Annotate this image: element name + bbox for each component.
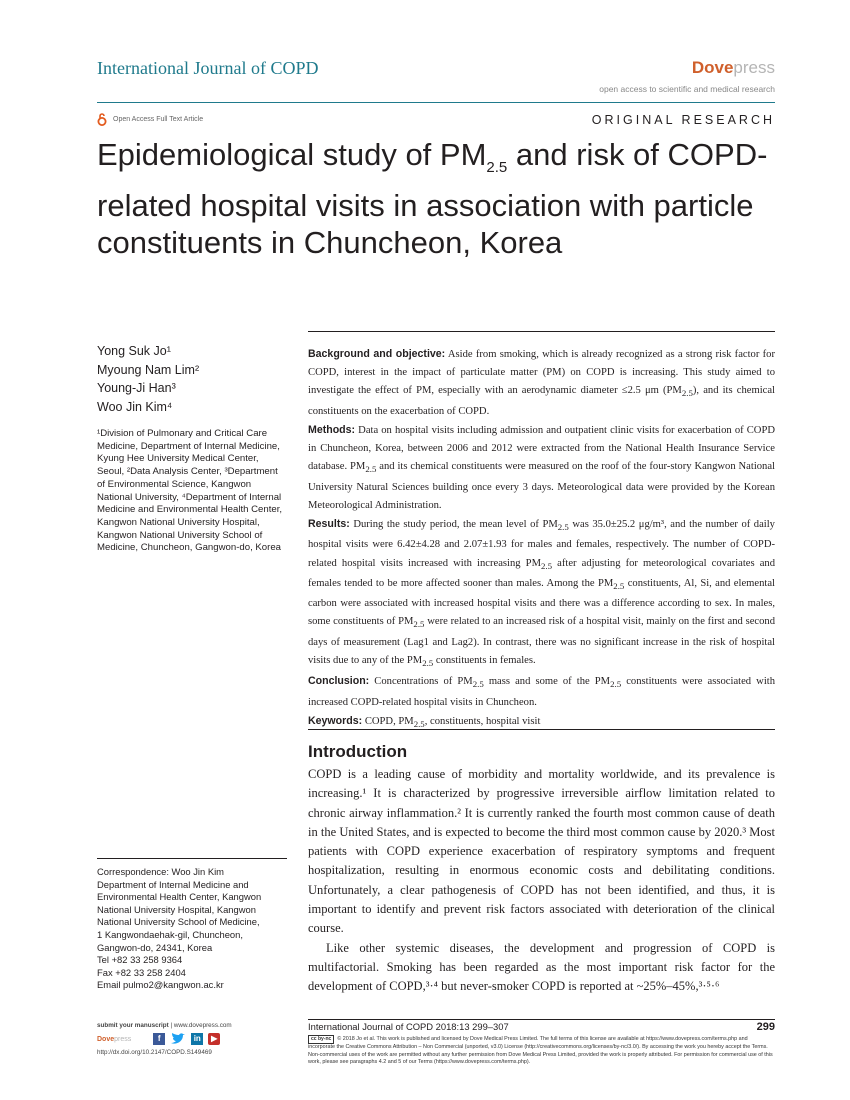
abstract-bottom-rule	[308, 729, 775, 730]
abstract-methods	[308, 421, 775, 515]
background-label: Background and objective:	[308, 348, 446, 360]
affiliations: ¹Division of Pulmonary and Critical Care Medicine, Department of Internal Medicine, Kyung Hee University Medical Center, Seoul, ²Data Analysis Center, ³Department of Environmental Science, Kangwon National University, ⁴Department of Internal Medicine and Environmental Health Center, Kangwon National University Hospital, Kangwon National University School of Medicine, Chuncheon, Gangwon-do, Korea	[97, 428, 283, 554]
twitter-icon[interactable]	[170, 1033, 186, 1045]
keywords-text: COPD, PM	[362, 715, 414, 727]
subscript: 2.5	[541, 560, 553, 571]
title-sub: 2.5	[486, 159, 508, 177]
social-links	[153, 1033, 220, 1045]
abstract-results	[308, 515, 775, 672]
correspondence	[97, 866, 287, 992]
conclusion-text: mass and some of the PM	[483, 676, 611, 688]
results-text: During the study period, the mean level of PM	[349, 519, 558, 531]
footer-dove-b: press	[114, 1035, 132, 1043]
abstract-conclusion	[308, 672, 775, 712]
conclusion-label: Conclusion:	[308, 675, 370, 688]
introduction-heading: Introduction	[308, 742, 408, 761]
publisher-logo	[692, 58, 775, 78]
subscript: 2.5	[681, 388, 693, 399]
author: Woo Jin Kim⁴	[97, 399, 173, 414]
subscript: 2.5	[472, 679, 484, 690]
article-title	[97, 136, 787, 262]
author-list	[97, 342, 287, 416]
license-body: © 2018 Jo et al. This work is published and licensed by Dove Medical Press Limited. The full terms of this license are available at https://www.dovepress.com/terms.php and incorporate the Creative Commons Attribution – Non Commercial (unported, v3.0) License (http://creativecommons.org/licenses/by-nc/3.0/). By accessing the work you hereby accept the Terms. Non-commercial uses of the work are permitted without any further permission from Dove Medical Press Limited, provided the work is properly attributed. For permission for commercial use of this work, please see paragraphs 4.2 and 5 of our Terms (https://www.dovepress.com/terms.php).	[308, 1036, 773, 1066]
footer-brand-row	[97, 1033, 287, 1045]
footer-dove-a: Dove	[97, 1035, 115, 1043]
linkedin-icon[interactable]: in	[191, 1033, 203, 1045]
footer-dove-logo	[97, 1036, 131, 1043]
youtube-icon[interactable]: ▶	[208, 1033, 220, 1045]
publisher-logo-b: press	[733, 58, 775, 77]
keywords-label: Keywords:	[308, 714, 363, 727]
publisher-logo-a: Dove	[691, 58, 734, 77]
correspondence-line: Tel +82 33 258 9364	[97, 954, 183, 966]
title-part1: Epidemiological study of PM	[97, 137, 487, 172]
cc-badge[interactable]: cc by-nc	[308, 1035, 334, 1044]
author: Young-Ji Han³	[97, 381, 176, 395]
title-part2: and risk of COPD-related hospital visits in association with particle constituents in Chuncheon, Korea	[97, 137, 768, 261]
subscript: 2.5	[422, 658, 434, 669]
conclusion-text: Concentrations of PM	[369, 676, 473, 688]
section-label: ORIGINAL RESEARCH	[591, 113, 775, 127]
correspondence-email: Email pulmo2@kangwon.ac.kr	[97, 979, 224, 991]
correspondence-line: Department of Internal Medicine and	[97, 878, 249, 890]
subscript: 2.5	[613, 580, 625, 591]
abstract-top-rule	[308, 331, 775, 332]
submit-manuscript-link[interactable]: submit your manuscript	[97, 1022, 169, 1029]
open-access-icon	[97, 112, 107, 126]
correspondence-rule	[97, 858, 287, 859]
methods-label: Methods:	[308, 423, 356, 436]
abstract-background	[308, 345, 775, 421]
results-text: was 35.0±25.2 μg/m³, and the number of daily hospital visits were 6.42±4.28 and 2.07±1.93 for males and females, respectively. The number of COPD-related hospital visits increased with increasing PM	[308, 519, 775, 569]
correspondence-line: Environmental Health Center, Kangwon	[97, 891, 262, 903]
footer-rule	[308, 1019, 775, 1020]
journal-title: International Journal of COPD	[97, 58, 319, 78]
open-access-badge	[97, 112, 203, 126]
methods-text: Data on hospital visits including admission and outpatient clinic visits for exacerbation of COPD in Chuncheon, Korea, between 2006 and 2012 were extracted from the National Health Insurance Service database. PM	[308, 424, 775, 473]
doi-link[interactable]: http://dx.doi.org/10.2147/COPD.S149469	[97, 1049, 212, 1056]
correspondence-line: 1 Kangwondaehak-gil, Chuncheon,	[97, 928, 243, 940]
conclusion-text-end: constituents were associated with increased COPD-related hospital visits in Chuncheon.	[308, 676, 775, 708]
keywords-text-end: , constituents, hospital visit	[424, 715, 541, 727]
subscript: 2.5	[413, 619, 425, 630]
author: Yong Suk Jo¹	[97, 344, 171, 358]
background-text: Aside from smoking, which is already recognized as a strong risk factor for COPD, interest in the impact of particulate matter (PM) on COPD is increasing. This study aimed to investigate the effect of PM, especially with an aerodynamic diameter ≤2.5 μm (PM	[308, 349, 775, 397]
abstract	[308, 345, 775, 733]
paragraph: Like other systemic diseases, the development and progression of COPD is multifactorial. Smoking has been regarded as the most important risk factor for the development of COPD,³·⁴ but never-smoker COPD is reported at ~25%–45%,³·⁵·⁶	[308, 940, 775, 994]
results-text: after adjusting for meteorological covariates and females tended to be more affected sooner than males. Among the PM	[308, 557, 775, 589]
methods-text-end: and its chemical constituents were measured on the roof of the four-story Kangwon National University Natural Sciences building once every 3 days. Meteorological data were provided by the Korean Meteorological Administration.	[308, 461, 776, 511]
correspondence-line: National University School of Medicine,	[97, 916, 260, 928]
introduction-body	[308, 765, 775, 997]
page-number: 299	[756, 1021, 775, 1033]
subscript: 2.5	[365, 464, 377, 475]
subscript: 2.5	[413, 718, 425, 729]
subscript: 2.5	[610, 679, 622, 690]
correspondence-line: Correspondence: Woo Jin Kim	[97, 866, 224, 877]
submit-site[interactable]: | www.dovepress.com	[168, 1022, 232, 1029]
header-rule	[97, 102, 775, 103]
results-text: were related to an increased risk of a hospital visit, mainly on the first and second days of measurement (Lag1 and Lag2). In contrast, there was no significant increase in the risk of hospital visits due to any of the PM	[308, 616, 775, 666]
results-label: Results:	[308, 518, 350, 531]
author: Myoung Nam Lim²	[97, 362, 200, 377]
submit-line	[97, 1022, 287, 1029]
correspondence-line: National University Hospital, Kangwon	[97, 903, 256, 915]
open-access-label: Open Access Full Text Article	[113, 115, 204, 123]
license-text	[308, 1035, 775, 1067]
citation: International Journal of COPD 2018:13 299–307	[308, 1021, 509, 1032]
correspondence-line: Fax +82 33 258 2404	[97, 966, 186, 978]
results-text-end: constituents in females.	[433, 654, 536, 666]
facebook-icon[interactable]: f	[153, 1033, 165, 1045]
correspondence-line: Gangwon-do, 24341, Korea	[97, 941, 213, 953]
background-text-end: ), and its chemical constituents on the exacerbation of COPD.	[308, 385, 775, 417]
results-text: constituents, Al, Si, and elemental carbon were associated with increased hospital visits and there was a difference according to sex. In males, some constituents of PM	[308, 577, 775, 628]
publisher-tagline: open access to scientific and medical research	[599, 84, 775, 94]
subscript: 2.5	[557, 522, 569, 533]
paragraph: COPD is a leading cause of morbidity and mortality worldwide, and its prevalence is increasing.¹ It is characterized by progressive irreversible airflow limitation related to chronic airway inflammation.² It is currently ranked the fourth most common cause of death in the United States, and is expected to become the third most common cause by 2020.³ Most patients with COPD experience exacerbation of respiratory symptoms and frequent hospitalization, resulting in enormous economic costs and debilitating conditions. Unfortunately, a clear pathogenesis of COPD has not been identified, and thus, it is important to identify and prevent risk factors associated with deterioration of the clinical course.	[308, 767, 775, 936]
footer-left	[97, 1022, 287, 1056]
